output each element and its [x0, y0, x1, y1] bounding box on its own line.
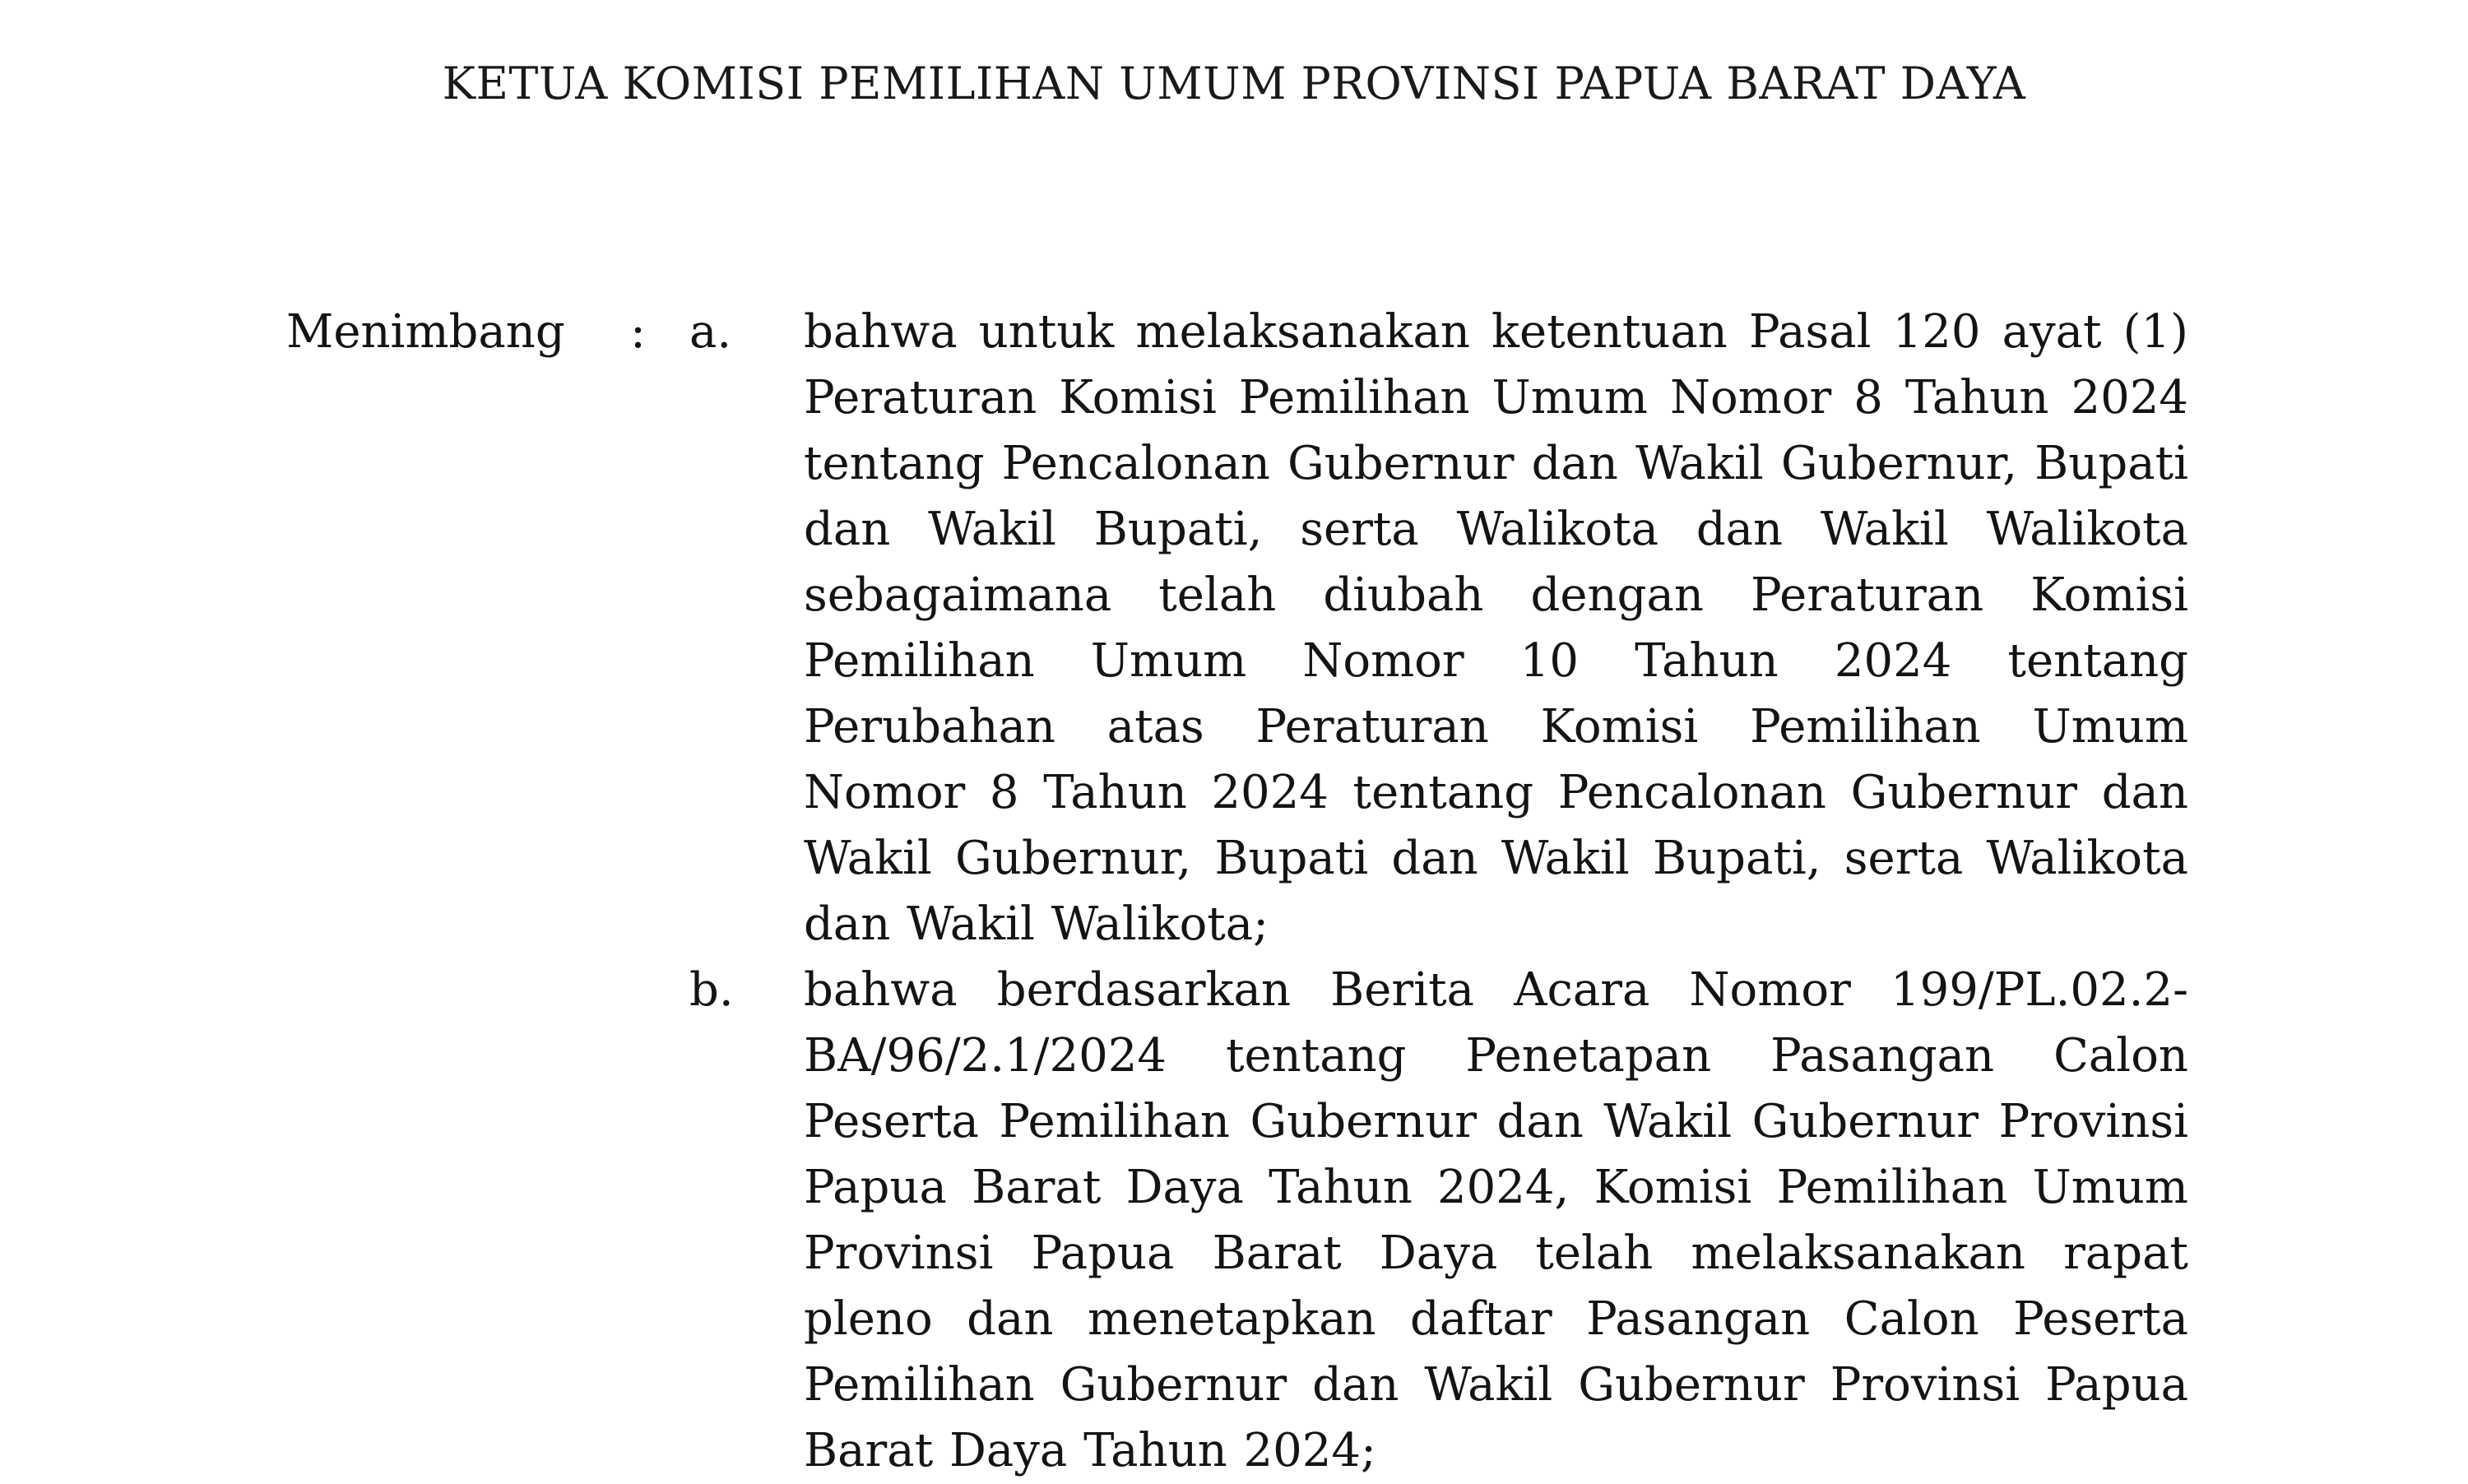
- menimbang-label: Menimbang: [286, 305, 565, 359]
- consideration-marker-b: b.: [689, 963, 734, 1017]
- consideration-text-a: bahwa untuk melaksanakan ketentuan Pasal 120 ayat (1) Peraturan Komisi Pemilihan Umum Nomor 8 Tahun 2024 tentang Pencalonan Gubernur dan Wakil Gubernur, Bupati dan Wakil Bupati, serta Walikota dan Wakil Walikota sebagaimana telah diubah dengan Peraturan Komisi Pemilihan Umum Nomor 10 Tahun 2024 tentang Perubahan atas Peraturan Komisi Pemilihan Umum Nomor 8 Tahun 2024 tentang Pencalonan Gubernur dan Wakil Gubernur, Bupati dan Wakil Bupati, serta Walikota dan Wakil Walikota;: [804, 305, 2188, 951]
- document-title: KETUA KOMISI PEMILIHAN UMUM PROVINSI PAPUA BARAT DAYA: [442, 58, 2026, 109]
- consideration-marker-a: a.: [689, 305, 732, 359]
- consideration-text-b: bahwa berdasarkan Berita Acara Nomor 199/PL.02.2-BA/96/2.1/2024 tentang Penetapan Pasangan Calon Peserta Pemilihan Gubernur dan Wakil Gubernur Provinsi Papua Barat Daya Tahun 2024, Komisi Pemilihan Umum Provinsi Papua Barat Daya telah melaksanakan rapat pleno dan menetapkan daftar Pasangan Calon Peserta Pemilihan Gubernur dan Wakil Gubernur Provinsi Papua Barat Daya Tahun 2024;: [804, 963, 2188, 1477]
- menimbang-colon: :: [630, 305, 646, 359]
